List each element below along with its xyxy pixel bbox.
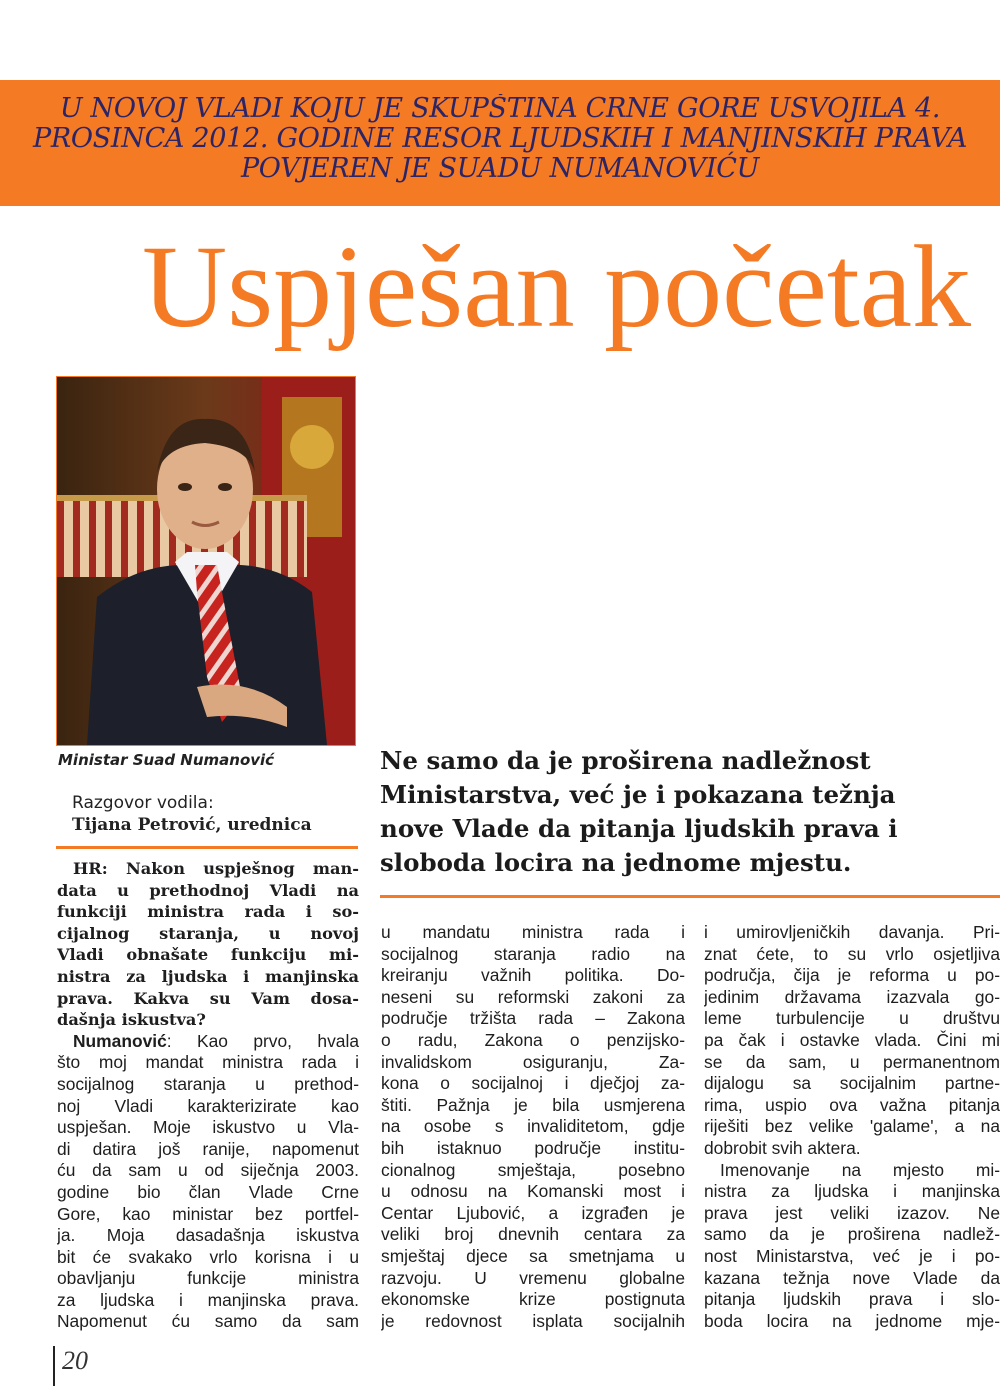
banner-intro: [0, 94, 1000, 184]
body-line: područja, čija je reforma u po-: [704, 965, 1000, 986]
body-line: u mandatu ministra rada i: [381, 922, 685, 942]
body-line: leme turbulencije u društvu: [704, 1008, 1000, 1029]
answer-line: uspješan. Moje iskustvo u Vla-: [57, 1117, 359, 1138]
body-line: bih istaknuo područje institu-: [381, 1137, 685, 1158]
page-number: 20: [62, 1346, 88, 1375]
pull-quote: [380, 744, 1000, 880]
body-line: nistra za ljudska i manjinska: [704, 1181, 1000, 1202]
minister-photo: [56, 376, 356, 746]
body-line: na osobe s invaliditetom, gdje: [381, 1116, 685, 1137]
body-line: smještaj djece sa smetnjama u: [381, 1245, 685, 1266]
article-headline: Uspješan početak: [142, 221, 971, 352]
body-line: jedinim državama izazvala go-: [704, 986, 1000, 1007]
answer-line: [57, 1031, 359, 1053]
answer-line: ću da sam u od siječnja 2003.: [57, 1160, 359, 1181]
body-line: veliki broj dnevnih centara za: [381, 1224, 685, 1245]
body-line: štiti. Pažnja je bila usmjerena: [381, 1094, 685, 1115]
article-column-1: [57, 858, 359, 1333]
divider-rule: [56, 846, 358, 849]
answer-text: : Kao prvo, hvala: [166, 1030, 359, 1051]
body-line: Imenovanje na mjesto mi-: [720, 1159, 1000, 1180]
question-line: HR: Nakon uspješnog man-: [73, 859, 359, 878]
divider-rule: [380, 895, 1000, 898]
body-line: neseni su reformski zakoni za: [381, 986, 685, 1007]
body-line: o radu, Zakona o penzijsko-: [381, 1029, 685, 1050]
answer-line: bit će svakako vrlo korisna i u: [57, 1246, 359, 1267]
banner-line: PROSINCA 2012. GODINE RESOR LJUDSKIH I MANJINSKIH PRAVA: [32, 123, 968, 154]
body-line: samo da je proširena nadlež-: [704, 1224, 1000, 1245]
article-column-2: [381, 922, 685, 1332]
answer-line: Gore, kao ministar bez portfel-: [57, 1203, 359, 1224]
question-line: funkciji ministra rada i so-: [57, 902, 359, 922]
answer-speaker: Numanović: [73, 1030, 167, 1051]
byline-name: Tijana Petrović, urednica: [72, 815, 312, 835]
question-line: Vladi obnašate funkciju mi-: [57, 945, 359, 965]
answer-line: za ljudska i manjinska prava.: [57, 1289, 359, 1310]
body-line: dobrobit svih aktera.: [704, 1137, 861, 1158]
body-line: socijalnog staranja radio na: [381, 943, 685, 964]
body-line: nost Ministarstva, već je i po-: [704, 1245, 1000, 1266]
pull-quote-line: nove Vlade da pitanja ljudskih prava i: [380, 814, 898, 843]
body-line: u odnosu na Komanski most i: [381, 1181, 685, 1202]
question-line: data u prethodnoj Vladi na: [57, 880, 359, 900]
answer-line: Napomenut ću samo da sam: [57, 1311, 359, 1332]
body-line: se da sam, u permanentnom: [704, 1051, 1000, 1072]
body-line: boda locira na jednome mje-: [704, 1310, 1000, 1331]
question-line: prava. Kakva su Vam dosa-: [57, 988, 359, 1008]
body-line: Centar Ljubović, a izgrađen je: [381, 1202, 685, 1223]
body-line: je redovnost isplata socijalnih: [381, 1310, 685, 1331]
body-line: kreiranju važnih politika. Do-: [381, 965, 685, 986]
page-number-bar: [53, 1346, 55, 1386]
article-column-3: [704, 922, 1000, 1332]
body-line: znat ćete, to su vrlo osjetljiva: [704, 943, 1000, 964]
body-line: cionalnog smještaja, posebno: [381, 1159, 685, 1180]
body-line: ekonomske krize postignuta: [381, 1289, 685, 1310]
body-line: pitanja ljudskih prava i slo-: [704, 1289, 1000, 1310]
photo-caption: Ministar Suad Numanović: [58, 751, 275, 769]
banner-line: POVJEREN JE SUADU NUMANOVIĆU: [240, 153, 760, 184]
answer-line: što moj mandat ministra rada i: [57, 1052, 359, 1073]
body-line: kazana težnja nove Vlade da: [704, 1267, 1000, 1288]
byline-label: Razgovor vodila:: [72, 793, 214, 813]
question-line: dašnja iskustva?: [57, 1010, 206, 1030]
pull-quote-line: sloboda locira na jednome mjestu.: [380, 848, 852, 877]
answer-line: socijalnog staranja u prethod-: [57, 1073, 359, 1094]
pull-quote-line: Ministarstva, već je i pokazana težnja: [380, 780, 896, 809]
body-line: razvoju. U vremenu globalne: [381, 1267, 685, 1288]
pull-quote-line: Ne samo da je proširena nadležnost: [380, 746, 871, 775]
body-line: pa čak i ostavke vlada. Čini mi: [704, 1029, 1000, 1050]
question-line: cijalnog staranja, u novoj: [57, 923, 359, 943]
body-line: riješiti bez velike 'galame', a na: [704, 1116, 1000, 1137]
body-line: kona o socijalnoj i dječjoj za-: [381, 1073, 685, 1094]
answer-line: di datira još ranije, napomenut: [57, 1138, 359, 1159]
answer-line: godine bio član Vlade Crne: [57, 1181, 359, 1202]
body-line: područje tržišta rada – Zakona: [381, 1008, 685, 1029]
question-line: nistra za ljudska i manjinska: [57, 966, 359, 986]
answer-line: ja. Moja dasadašnja iskustva: [57, 1225, 359, 1246]
body-line: rima, uspio ova važna pitanja: [704, 1094, 1000, 1115]
body-line: dijalogu sa socijalnim partne-: [704, 1073, 1000, 1094]
body-line: invalidskom osiguranju, Za-: [381, 1051, 685, 1072]
body-line: prava jest veliki izazov. Ne: [704, 1202, 1000, 1223]
answer-line: obavljanju funkcije ministra: [57, 1268, 359, 1289]
answer-line: noj Vladi karakterizirate kao: [57, 1095, 359, 1116]
banner-line: U NOVOJ VLADI KOJU JE SKUPŠTINA CRNE GORE USVOJILA 4.: [59, 94, 941, 124]
body-line: i umirovljeničkih davanja. Pri-: [704, 922, 1000, 942]
